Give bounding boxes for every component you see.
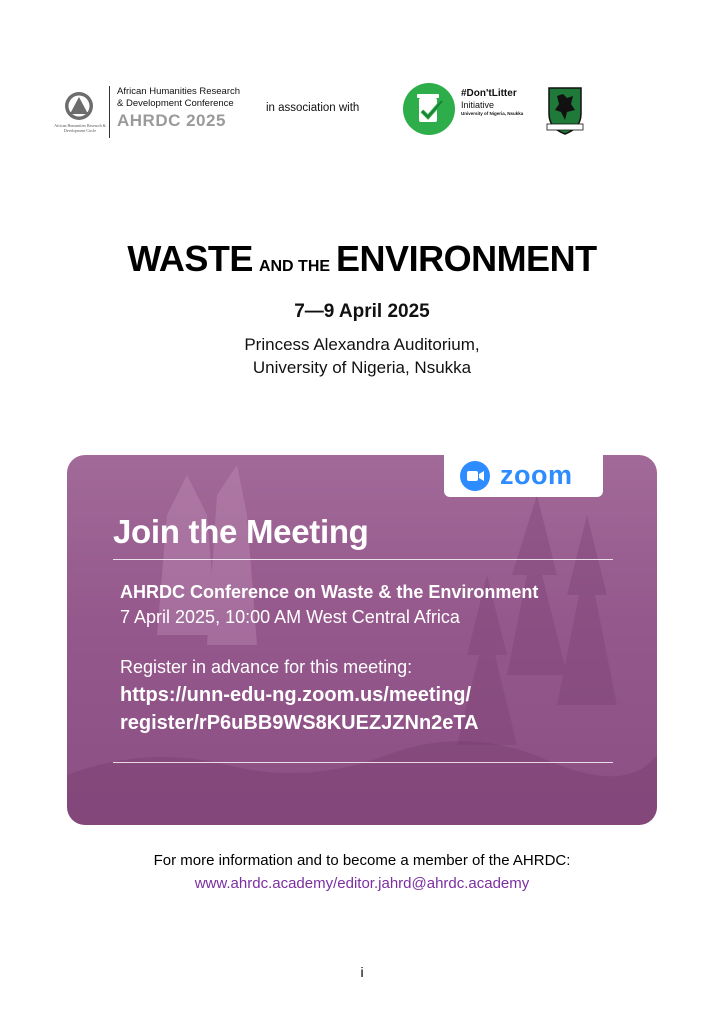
ahrdc-wordmark <box>117 86 257 131</box>
event-venue <box>0 333 724 379</box>
association-text: in association with <box>266 102 360 114</box>
ahrdc-line-1: African Humanities Research <box>117 86 241 97</box>
header <box>0 78 724 148</box>
unn-crest-logo <box>545 84 585 136</box>
ahrdc-logo <box>54 90 104 136</box>
venue-line-2: University of Nigeria, Nsukka <box>252 358 472 377</box>
event-title <box>0 238 724 280</box>
zoom-badge <box>444 455 603 497</box>
zoom-wordmark: zoom <box>500 460 573 490</box>
title-waste: WASTE <box>127 238 253 279</box>
card-background-image <box>67 455 657 825</box>
event-date: 7—9 April 2025 <box>294 301 430 322</box>
card-divider-top <box>113 559 613 560</box>
dontlitter-subtitle: Initiative <box>461 100 495 110</box>
ahrdc-line-2: & Development Conference <box>117 98 234 109</box>
venue-line-1: Princess Alexandra Auditorium, <box>244 335 480 354</box>
dontlitter-logo <box>402 82 456 136</box>
title-environment: ENVIRONMENT <box>336 238 597 279</box>
meeting-title: AHRDC Conference on Waste & the Environment <box>120 582 539 602</box>
register-link-line-1[interactable]: https://unn-edu-ng.zoom.us/meeting/ <box>120 684 472 706</box>
title-and-the: AND THE <box>258 258 331 275</box>
header-divider <box>109 86 110 138</box>
join-meeting-heading: Join the Meeting <box>113 513 369 550</box>
footer-info: For more information and to become a member of the AHRDC: <box>153 852 571 869</box>
zoom-camera-icon <box>460 461 490 491</box>
ahrdc-logo-caption: African Humanities Research & Development Circle <box>54 123 106 133</box>
footer-link[interactable]: www.ahrdc.academy/editor.jahrd@ahrdc.academy <box>194 875 530 892</box>
dontlitter-title: #Don'tLitter <box>461 88 517 99</box>
zoom-meeting-card <box>67 455 657 825</box>
register-link-line-2[interactable]: register/rP6uBB9WS8KUEZJZNn2eTA <box>120 712 479 734</box>
ahrdc-year: AHRDC 2025 <box>117 111 226 130</box>
card-divider-bottom <box>113 762 613 763</box>
register-label: Register in advance for this meeting: <box>120 657 413 677</box>
dontlitter-text <box>461 88 541 117</box>
dontlitter-university: University of Nigeria, Nsukka <box>461 111 524 116</box>
page-number: i <box>360 964 364 980</box>
meeting-time: 7 April 2025, 10:00 AM West Central Africa <box>120 607 460 627</box>
